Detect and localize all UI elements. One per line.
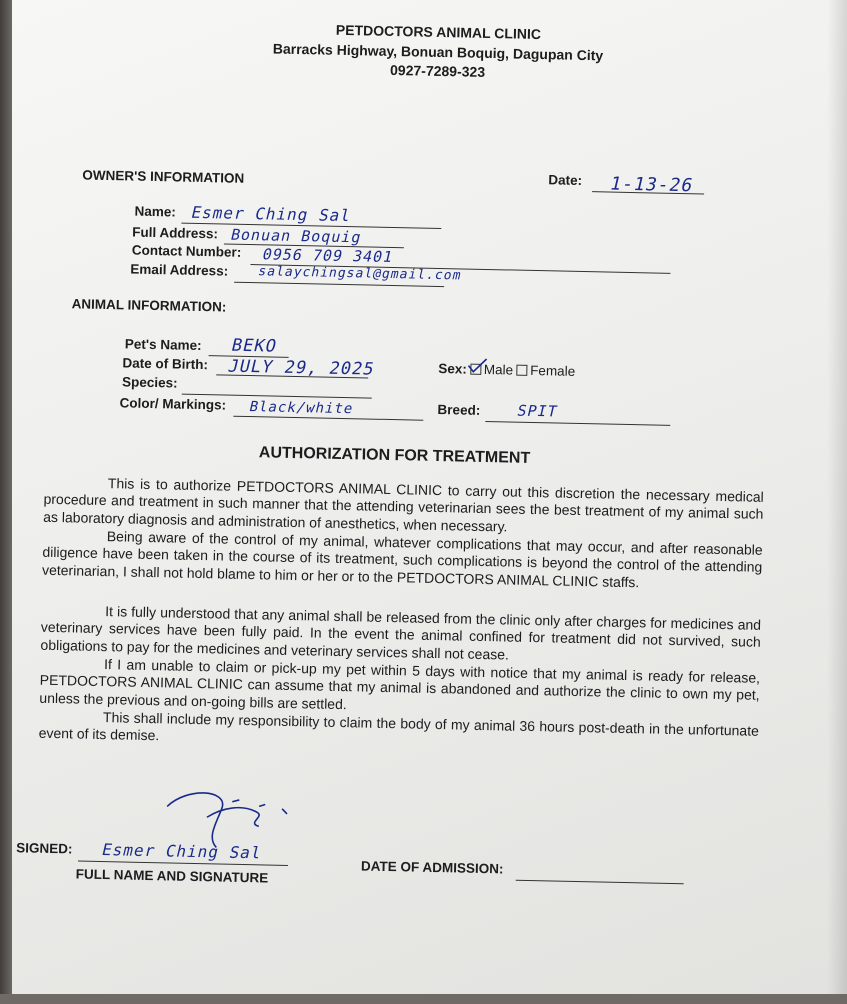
email-line [234, 282, 444, 287]
email-label: Email Address: [130, 261, 229, 279]
pet-name-value: BEKO [229, 335, 280, 357]
sex-field [438, 361, 575, 379]
sex-label: Sex: [438, 360, 468, 377]
admission-date-label: DATE OF ADMISSION: [360, 858, 504, 877]
date-value: 1-13-26 [607, 173, 696, 197]
dob-value: JULY 29, 2025 [226, 356, 377, 380]
authorization-paragraph-4: If I am unable to claim or pick-up my pet within 5 days with notice that my animal is ready for release, PETDOCTORS ANIMAL CLINIC can assume that my animal is abandoned and authorize the clinic to own my pet, unless the previous and on-going bills are settled. [39, 656, 761, 712]
address-label: Full Address: [132, 224, 219, 242]
owner-name-value: Esmer Ching Sal [189, 202, 354, 226]
owner-section-heading: OWNER'S INFORMATION [82, 167, 245, 186]
clinic-phone: 0927-7289-323 [389, 61, 486, 80]
color-value: Black/white [247, 399, 356, 418]
pet-name-label: Pet's Name: [124, 336, 202, 354]
authorization-paragraph-3: It is fully understood that any animal shall be released from the clinic only after charges for medicines and veterinary services have been fully paid. In the event the animal confined for treatment did not survived, such obligations to pay for the medicines and veterinary services shall not cease. [40, 603, 762, 663]
dob-label: Date of Birth: [122, 355, 209, 373]
contact-label: Contact Number: [131, 242, 242, 260]
admission-date-line [516, 880, 684, 885]
contact-value: 0956 709 3401 [260, 245, 396, 266]
female-option: Female [530, 362, 576, 379]
email-value: salaychingsal@gmail.com [256, 264, 464, 284]
species-label: Species: [121, 374, 178, 391]
male-check-mark [466, 357, 488, 377]
consent-form-sheet [12, 0, 847, 994]
authorization-paragraph-2: Being aware of the control of my animal, whatever complications that may occur, and after reasonable diligence have been taken in the course of its treatment, such complications is beyond the control of the attending veterinarian, I shall not hold blame to him or her or to the PETDOCTORS ANIMAL CLINIC staffs. [41, 528, 763, 591]
male-option: Male [483, 361, 514, 378]
authorization-paragraph-5: This shall include my responsibility to claim the body of my animal 36 hours post-death in the unfortunate event of its demise. [38, 709, 760, 744]
clinic-name: PETDOCTORS ANIMAL CLINIC [335, 21, 542, 43]
authorization-heading: AUTHORIZATION FOR TREATMENT [258, 444, 531, 467]
signed-label: SIGNED: [16, 840, 73, 857]
breed-line [485, 421, 670, 426]
color-label: Color/ Markings: [119, 395, 227, 413]
breed-value: SPIT [515, 401, 560, 421]
signature-caption: FULL NAME AND SIGNATURE [75, 866, 269, 886]
clinic-address: Barracks Highway, Bonuan Boquig, Dagupan City [272, 40, 604, 64]
signature-value: Esmer Ching Sal [100, 840, 264, 863]
owner-name-label: Name: [134, 203, 177, 220]
breed-label: Breed: [437, 401, 481, 418]
date-label: Date: [548, 172, 583, 188]
authorization-paragraph-1: This is to authorize PETDOCTORS ANIMAL CLINIC to carry out this discretion the necessary medical procedure and treatment in such manner that the attending veterinarian sees the best treatment of my animal such as laboratory diagnosis and administration of anesthetics, when necessary. [43, 475, 764, 535]
address-value: Bonuan Boquig [229, 225, 364, 247]
clinic-header [242, 20, 633, 83]
animal-section-heading: ANIMAL INFORMATION: [71, 296, 227, 315]
female-checkbox[interactable] [516, 365, 527, 376]
